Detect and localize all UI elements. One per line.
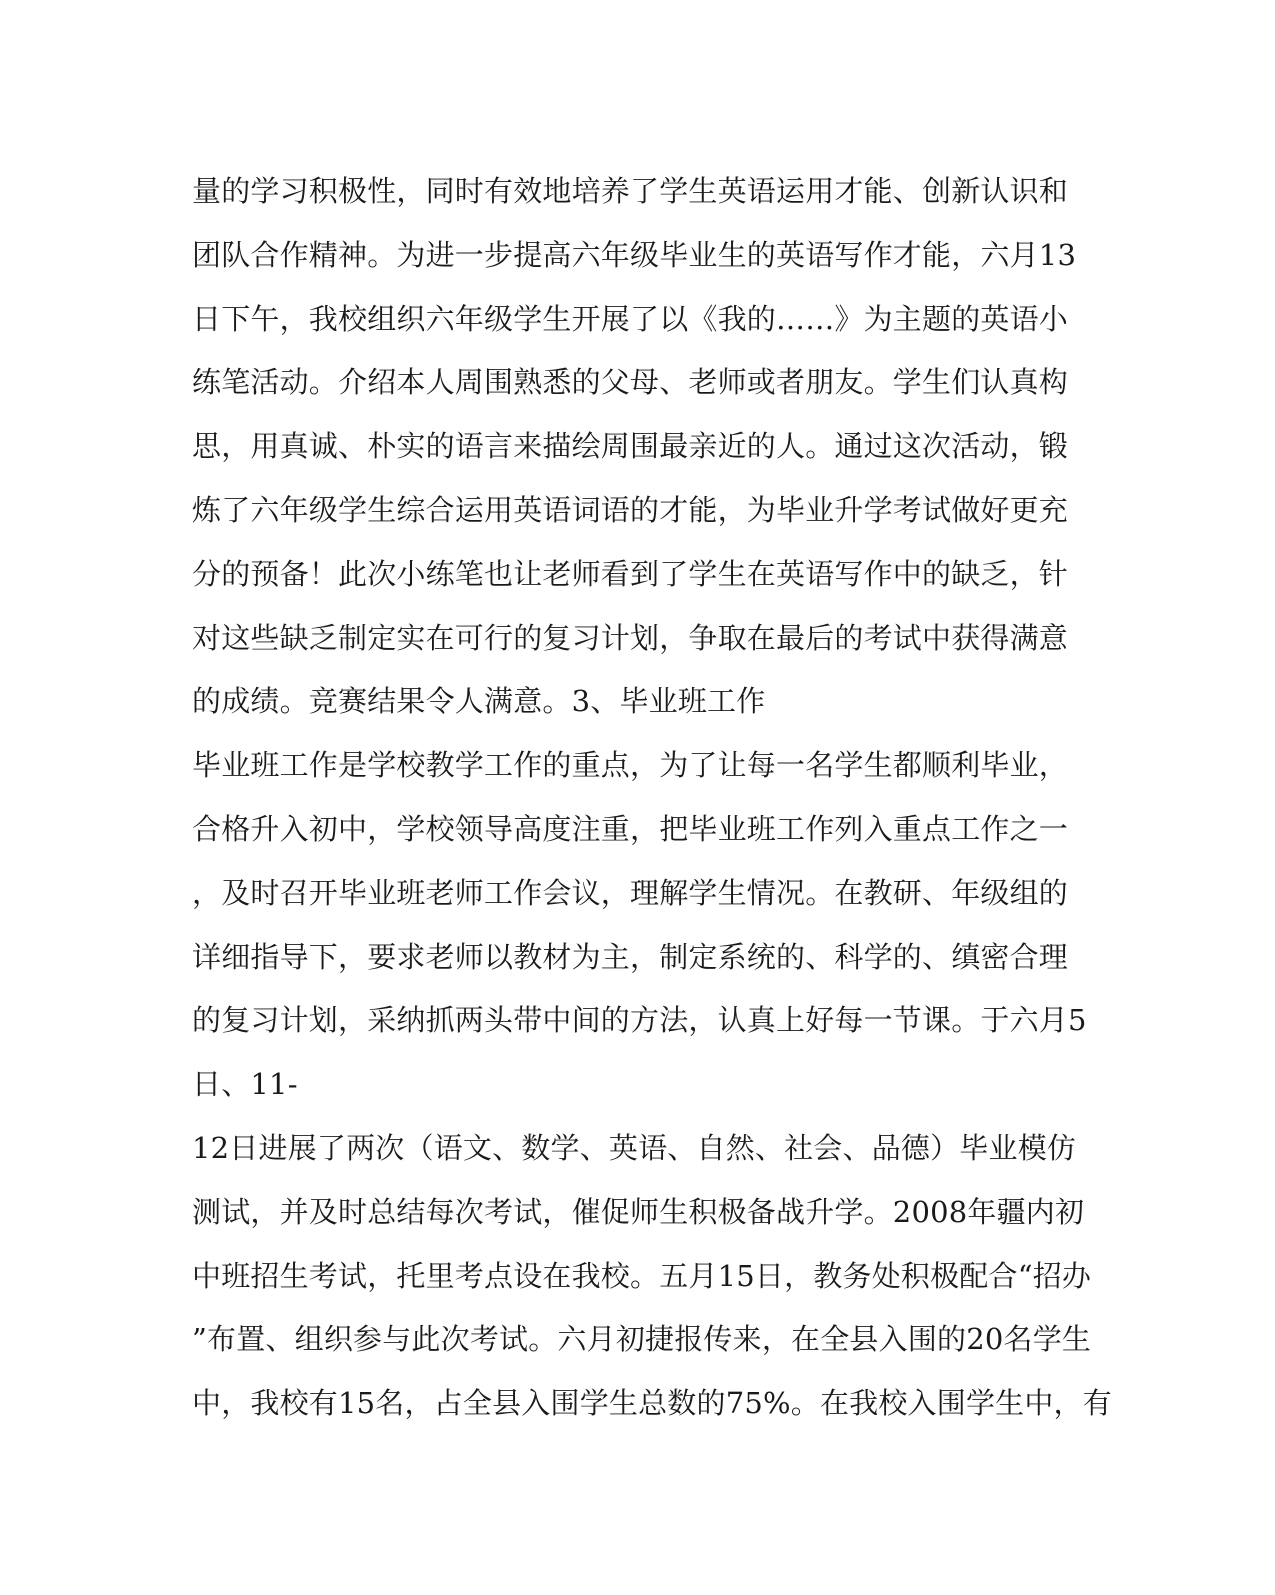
text-line: ”布置、组织参与此次考试。六月初捷报传来，在全县入围的20名学生	[192, 1322, 1092, 1357]
text-line: 练笔活动。介绍本人周围熟悉的父母、老师或者朋友。学生们认真构	[192, 365, 1069, 400]
text-line: 炼了六年级学生综合运用英语词语的才能，为毕业升学考试做好更充	[192, 492, 1069, 527]
text-line: 日下午，我校组织六年级学生开展了以《我的……》为主题的英语小	[192, 301, 1069, 336]
text-line: 测试，并及时总结每次考试，催促师生积极备战升学。2008年疆内初	[192, 1194, 1085, 1229]
text-line: 日、11-	[192, 1067, 298, 1102]
text-line: 12日进展了两次（语文、数学、英语、自然、社会、品德）毕业模仿	[192, 1130, 1077, 1165]
text-line: 中班招生考试，托里考点设在我校。五月15日，教务处积极配合“招办	[192, 1258, 1092, 1293]
text-line: 毕业班工作是学校教学工作的重点，为了让每一名学生都顺利毕业，	[192, 748, 1069, 783]
text-line: 中，我校有15名，占全县入围学生总数的75%。在我校入围学生中，有	[192, 1386, 1112, 1421]
text-line: 的成绩。竞赛结果令人满意。3、毕业班工作	[192, 684, 766, 719]
text-line: 思，用真诚、朴实的语言来描绘周围最亲近的人。通过这次活动，锻	[192, 429, 1069, 464]
text-line: 合格升入初中，学校领导高度注重，把毕业班工作列入重点工作之一	[192, 811, 1069, 846]
text-line: 分的预备！此次小练笔也让老师看到了学生在英语写作中的缺乏，针	[192, 556, 1069, 591]
text-line: 详细指导下，要求老师以教材为主，制定系统的、科学的、缜密合理	[192, 939, 1069, 974]
text-line: ，及时召开毕业班老师工作会议，理解学生情况。在教研、年级组的	[192, 875, 1069, 910]
text-line: 团队合作精神。为进一步提高六年级毕业生的英语写作才能，六月13	[192, 237, 1077, 272]
text-line: 量的学习积极性，同时有效地培养了学生英语运用才能、创新认识和	[192, 174, 1069, 208]
body-text	[192, 160, 1112, 1436]
text-line: 的复习计划，采纳抓两头带中间的方法，认真上好每一节课。于六月5	[192, 1003, 1087, 1038]
text-line: 对这些缺乏制定实在可行的复习计划，争取在最后的考试中获得满意	[192, 620, 1069, 655]
